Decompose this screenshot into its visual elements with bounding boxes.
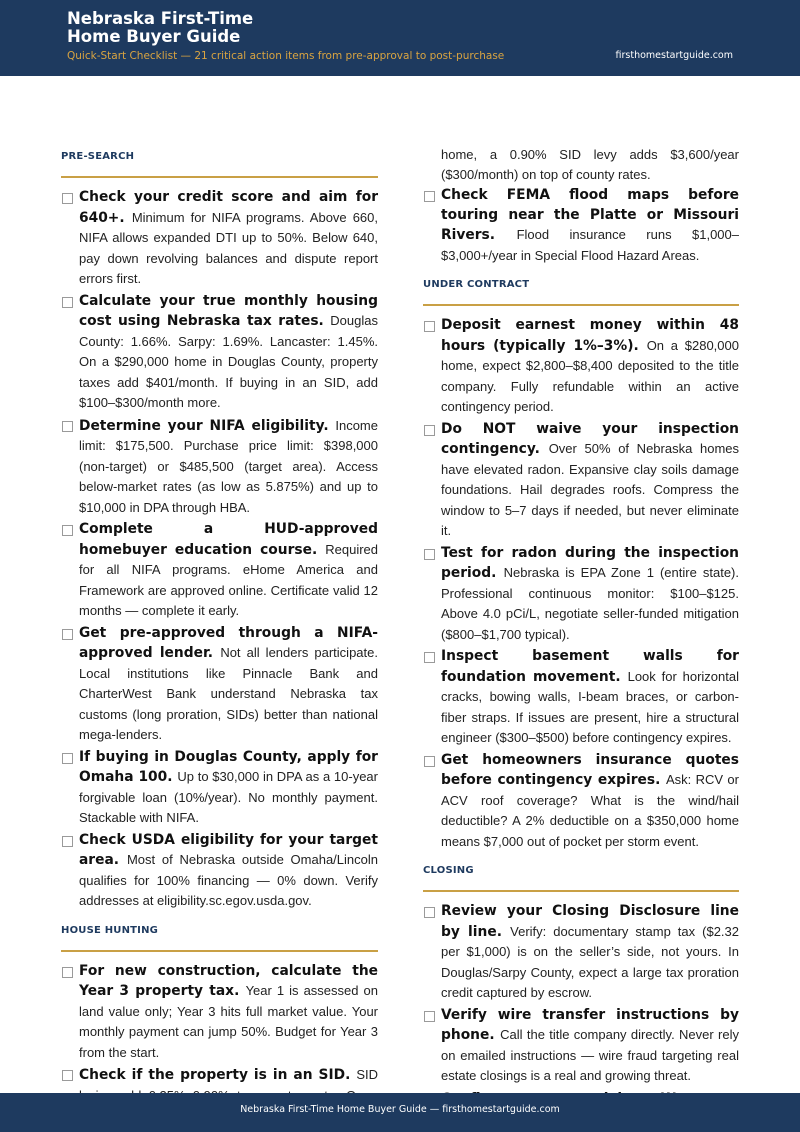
checklist-item[interactable] <box>61 188 378 290</box>
item-lead: Test for radon during the inspection period. <box>441 544 739 581</box>
item-body: Income limit: $175,500. Purchase price limit: $398,000 (non-target) or $485,500 (target area). Access below-market rates (as low as 5.875%) and up to $10,000 in DPA through HBA. <box>79 417 378 515</box>
checklist-item[interactable] <box>423 544 739 646</box>
item-lead: Inspect basement walls for foundation movement. <box>441 648 739 685</box>
checklist-item[interactable] <box>61 416 378 519</box>
item-lead: Determine your NIFA eligibility. <box>79 417 336 434</box>
item-body: On a $280,000 home, expect $2,800–$8,400 deposited to the title company. Fully refundable within an active contingency period. <box>441 337 739 414</box>
section-heading-closing: CLOSING <box>423 862 739 892</box>
item-body: Call the title company directly. Never rely on emailed instructions — wire fraud targeting real estate closings is a real and growing threat. <box>441 1027 739 1083</box>
checkbox-icon[interactable] <box>424 1011 435 1022</box>
item-lead: Complete a HUD-approved homebuyer education course. <box>79 521 378 558</box>
item-lead: Verify wire transfer instructions by phone. <box>441 1006 739 1043</box>
checkbox-icon[interactable] <box>62 753 73 764</box>
section-heading-house-hunting: HOUSE HUNTING <box>61 922 378 952</box>
item-lead: For new construction, calculate the Year 3 property tax. <box>79 962 378 999</box>
checkbox-icon[interactable] <box>62 193 73 204</box>
right-column <box>423 148 739 1111</box>
checkbox-icon[interactable] <box>62 421 73 432</box>
guide-title <box>67 10 467 46</box>
item-lead: Check if the property is in an SID. <box>79 1067 357 1083</box>
item-lead: Check your credit score and aim for 640+. <box>79 189 378 226</box>
item-body: Required for all NIFA programs. eHome America and Framework are approved online. Certificate valid 12 months — complete it early. <box>79 541 378 618</box>
checklist-item[interactable] <box>423 902 739 1004</box>
item-body: Verify: documentary stamp tax ($2.32 per $1,000) is on the seller’s side, not yours. In Douglas/Sarpy County, expect a large tax proration credit captured by escrow. <box>441 923 740 1000</box>
item-body: Look for horizontal cracks, bowing walls, I-beam braces, or carbon-fiber straps. If issues are present, hire a structural engineer ($300–$500) before contingency expires. <box>441 668 739 745</box>
checkbox-icon[interactable] <box>424 425 435 436</box>
left-column <box>61 148 378 1129</box>
checkbox-icon[interactable] <box>62 629 73 640</box>
checkbox-icon[interactable] <box>62 525 73 536</box>
section-heading-pre-search: PRE-SEARCH <box>61 148 378 178</box>
item-body: Up to $30,000 in DPA as a 10-year forgivable loan (10%/year). No monthly payment. Stackable with NIFA. <box>79 769 378 825</box>
checkbox-icon[interactable] <box>424 191 435 202</box>
item-body: Not all lenders participate. Local institutions like Pinnacle Bank and CharterWest Bank understand Nebraska tax customs (long proration, SIDs) better than national mega-lenders. <box>79 645 378 742</box>
checkbox-icon[interactable] <box>424 756 435 767</box>
footer-text: Nebraska First-Time Home Buyer Guide — firsthomestartguide.com <box>240 1104 560 1115</box>
item-body: SID <box>356 1067 378 1082</box>
item-body: Over 50% of Nebraska homes have elevated radon. Expansive clay soils damage foundations. Hail degrades roofs. Compress the window to 5–7 days if needed, but never eliminate it. <box>441 441 739 538</box>
page-footer <box>0 1093 800 1132</box>
item-body: Year 1 is assessed on land value only; Year 3 hits full market value. Your monthly payment can jump 50%. Budget for Year 3 from the start. <box>79 983 378 1060</box>
checklist-item[interactable] <box>61 520 378 622</box>
checklist-item[interactable] <box>61 831 378 912</box>
site-url: firsthomestartguide.com <box>615 50 733 61</box>
item-body: Douglas County: 1.66%. Sarpy: 1.69%. Lancaster: 1.45%. On a $290,000 home in Douglas County, property taxes add $401/month. If buying in an SID, add $100–$300/month more. <box>79 313 378 410</box>
guide-title-line1: Nebraska First-Time <box>67 9 254 28</box>
checklist-item[interactable] <box>61 292 378 414</box>
item-lead: Review your Closing Disclosure line by line. <box>441 903 739 940</box>
item-lead: Deposit earnest money within 48 hours (typically 1%–3%). <box>441 317 739 354</box>
item-lead: If buying in Douglas County, apply for Omaha 100. <box>79 748 378 785</box>
checkbox-icon[interactable] <box>62 836 73 847</box>
item-body: Nebraska is EPA Zone 1 (entire state). Professional continuous monitor: $100–$125. Above 4.0 pCi/L, negotiate seller-funded mitigation ($800–$1,700 typical). <box>441 565 739 642</box>
checkbox-icon[interactable] <box>62 1070 73 1081</box>
checkbox-icon[interactable] <box>62 967 73 978</box>
section-heading-under-contract: UNDER CONTRACT <box>423 276 739 306</box>
checklist-item[interactable] <box>61 962 378 1064</box>
checkbox-icon[interactable] <box>424 549 435 560</box>
item-lead: Calculate your true monthly housing cost using Nebraska tax rates. <box>79 292 378 329</box>
checklist-item[interactable] <box>61 748 378 829</box>
checklist-item[interactable] <box>423 647 739 749</box>
checkbox-icon[interactable] <box>424 321 435 332</box>
checkbox-icon[interactable] <box>62 297 73 308</box>
page-header <box>0 0 800 76</box>
item-lead: Check USDA eligibility for your target area. <box>79 831 378 868</box>
guide-subtitle: Quick-Start Checklist — 21 critical action items from pre-approval to post-purchase <box>67 50 505 62</box>
item-lead: Check FEMA flood maps before touring near the Platte or Missouri Rivers. <box>441 187 739 243</box>
checkbox-icon[interactable] <box>424 652 435 663</box>
item-body: Flood insurance runs $1,000–$3,000+/year in Special Flood Hazard Areas. <box>441 227 739 263</box>
item-body: Most of Nebraska outside Omaha/Lincoln qualifies for 100% financing — 0% down. Verify addresses at eligibility.sc.egov.usda.gov. <box>79 852 378 908</box>
checkbox-icon[interactable] <box>424 907 435 918</box>
item-lead: Do NOT waive your inspection contingency. <box>441 420 739 457</box>
checklist-item[interactable] <box>423 1006 739 1087</box>
item-continuation: home, a 0.90% SID levy adds $3,600/year ($300/month) on top of county rates. <box>441 147 739 182</box>
item-body: Ask: RCV or ACV roof coverage? What is the wind/hail deductible? A 2% deductible on a $350,000 home means $7,000 out of pocket per storm event. <box>441 772 739 849</box>
checklist-item[interactable] <box>61 624 378 746</box>
checklist-item[interactable] <box>423 316 739 418</box>
checklist-item[interactable] <box>423 420 739 542</box>
item-body: Minimum for NIFA programs. Above 660, NIFA allows expanded DTI up to 50%. Below 640, pay down revolving balances and dispute report errors first. <box>79 209 378 286</box>
guide-title-line2: Home Buyer Guide <box>67 27 241 46</box>
item-lead: Get homeowners insurance quotes before contingency expires. <box>441 751 739 788</box>
checklist-item[interactable] <box>423 751 739 853</box>
item-lead: Get pre-approved through a NIFA-approved lender. <box>79 624 378 661</box>
checklist-item[interactable] <box>423 186 739 266</box>
